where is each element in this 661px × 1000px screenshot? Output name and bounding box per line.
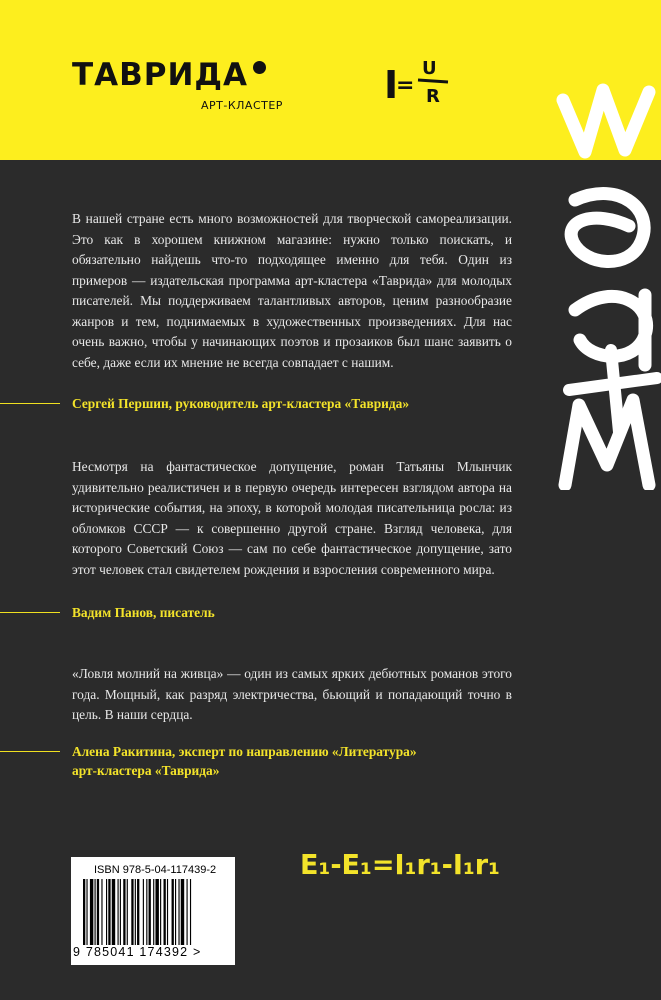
barcode-bar — [118, 879, 119, 945]
barcode-bar — [187, 879, 188, 945]
barcode-digits: 9 785041 174392 > — [73, 945, 202, 959]
isbn-number: ISBN 978-5-04-117439-2 — [94, 864, 217, 876]
barcode-bar — [137, 879, 139, 945]
isbn-barcode — [71, 857, 235, 965]
barcode-bar — [101, 879, 102, 945]
barcode-bar — [127, 879, 128, 945]
barcode-bar — [90, 879, 93, 945]
ohms-law-formula — [382, 52, 462, 112]
barcode-bar — [146, 879, 147, 945]
kirchhoff-formula — [298, 838, 508, 888]
barcode-bar — [131, 879, 133, 945]
barcode-bars — [83, 879, 225, 945]
attribution-rule — [0, 751, 60, 752]
logo-subtitle: АРТ-КЛАСТЕР — [201, 99, 283, 112]
quote-3-author-line-2: арт-кластера «Таврида» — [72, 763, 220, 778]
barcode-bar — [178, 879, 179, 945]
attribution-rule — [0, 403, 60, 404]
barcode-bar — [86, 879, 87, 945]
barcode-bar — [172, 879, 174, 945]
barcode-bar — [143, 879, 144, 945]
barcode-bar — [112, 879, 115, 945]
barcode-bar — [108, 879, 110, 945]
quote-1-author: Сергей Першин, руководитель арт-кластера «Таврида» — [72, 396, 410, 411]
barcode-bar — [97, 879, 99, 945]
barcode-bar — [175, 879, 176, 945]
formula-u: U — [422, 58, 437, 79]
fraction-line — [418, 80, 448, 82]
quote-3-author-line-1: Алена Ракитина, эксперт по направлению «Литература» — [72, 744, 417, 759]
barcode-bar — [181, 879, 184, 945]
quote-3-text: «Ловля молний на живца» — один из самых ярких дебютных романов этого года. Мощный, как разряд электричества, бьющий и попадающий точно в цель. В наши сердца. — [72, 666, 512, 722]
scribble-loop — [571, 194, 644, 262]
logo-title: ТАВРИДА — [72, 57, 249, 93]
formula-i: I — [384, 63, 399, 107]
attribution-rule — [0, 612, 60, 613]
barcode-bar — [120, 879, 121, 945]
barcode-bar — [123, 879, 125, 945]
handwritten-decoration — [545, 60, 661, 490]
barcode-bar — [153, 879, 154, 945]
barcode-bar — [149, 879, 151, 945]
barcode-bar — [106, 879, 107, 945]
scribble-m — [565, 400, 649, 485]
quote-1-text: В нашей стране есть много возможностей для творческой самореализации. Это как в хорошем книжном магазине: нужно только поискать, и обязательно найдешь что-то подходящее именно для тебя. Один из примеров — издательская программа арт-кластера «Таврида» для молодых писателей. Мы поддерживаем талантливых авторов, ценим разнообразие жанров и тем, поднимаемых в художественных произведениях. Для нас очень важно, чтобы у начинающих поэтов и прозаиков был шанс заявить о себе, даже если их мнение не всегда совпадает с нашим. — [72, 211, 512, 370]
quote-1-attribution — [0, 394, 409, 413]
barcode-bar — [155, 879, 158, 945]
barcode-bar — [160, 879, 161, 945]
tavrida-logo — [72, 57, 283, 112]
barcode-bar — [190, 879, 191, 945]
barcode-bar — [164, 879, 166, 945]
barcode-bar — [135, 879, 136, 945]
formula-eq: = — [396, 73, 415, 98]
scribble-top-yellow-part — [563, 90, 649, 152]
barcode-bar — [95, 879, 96, 945]
logo-dot-icon — [253, 61, 266, 74]
quote-3-attribution — [0, 742, 417, 780]
quote-2-attribution — [0, 603, 215, 622]
quote-2-author: Вадим Панов, писатель — [72, 605, 215, 620]
quote-2-text: Несмотря на фантастическое допущение, роман Татьяны Млынчик удивительно реалистичен и в первую очередь интересен взглядом автора на исторические события, на эпоху, в которой молодая писательница росла: из обломков СССР — к совершенно другой стране. Взгляд человека, для которого Советский Союз — сам по себе фантастическое допущение, зато этот человек стал свидетелем рождения и взросления современного мира. — [72, 459, 512, 577]
formula-bottom-text: E₁-E₁=I₁r₁-I₁r₁ — [300, 848, 500, 881]
barcode-bar — [83, 879, 85, 945]
formula-r: R — [426, 86, 440, 107]
barcode-bar — [167, 879, 168, 945]
